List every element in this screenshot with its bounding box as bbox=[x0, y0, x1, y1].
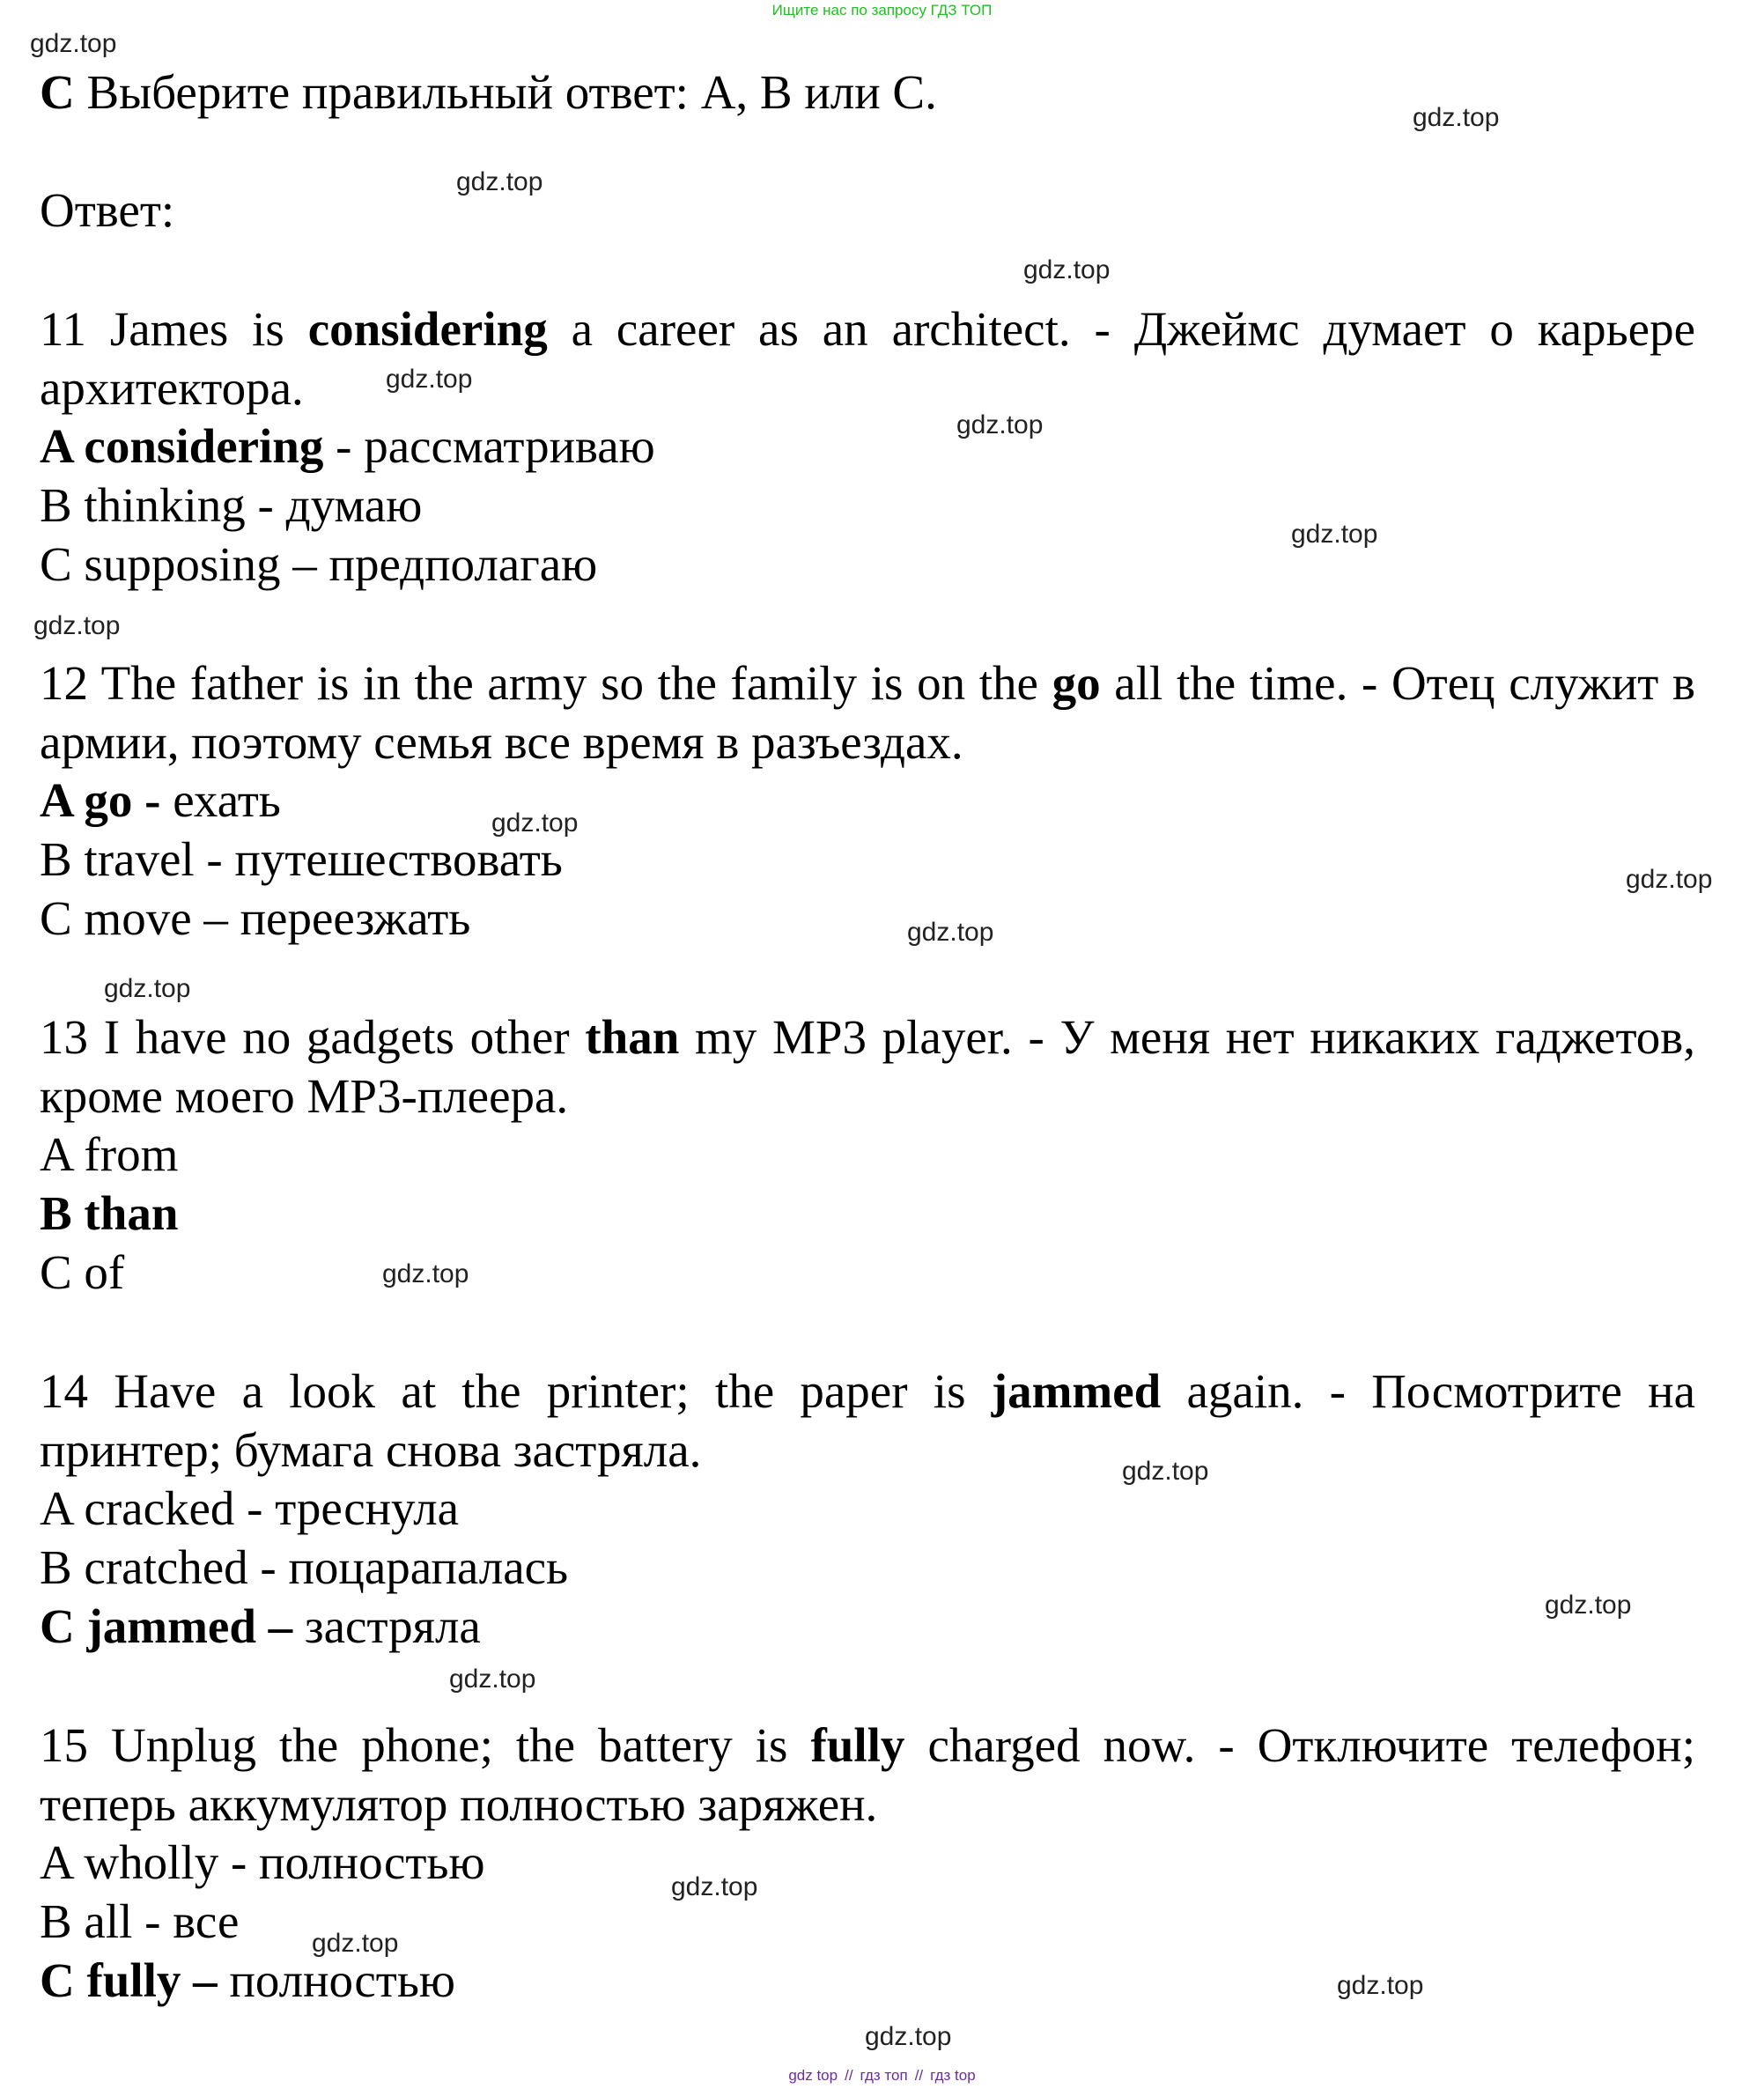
question-15 bbox=[40, 1716, 1695, 1834]
option-b: B travel - путешествовать bbox=[40, 832, 563, 886]
question-text: 11 James is bbox=[40, 302, 308, 356]
watermark: gdz.top bbox=[1337, 1971, 1424, 2000]
watermark: gdz.top bbox=[456, 167, 543, 196]
footer-link[interactable]: gdz top bbox=[788, 2067, 838, 2084]
top-banner: Ищите нас по запросу ГДЗ ТОП bbox=[771, 2, 993, 18]
footer-links bbox=[0, 2067, 1764, 2085]
question-text: charged now. - Отключите телефон; теперь аккумулятор полностью заряжен. bbox=[40, 1718, 1695, 1831]
instruction-text: Выберите правильный ответ: A, B или C. bbox=[74, 65, 937, 119]
watermark: gdz.top bbox=[1626, 865, 1713, 894]
option-c: C of bbox=[40, 1245, 125, 1299]
option-translation: полностью bbox=[217, 1953, 456, 2007]
watermark: gdz.top bbox=[491, 808, 579, 838]
option-b: B all - все bbox=[40, 1894, 240, 1948]
correct-option: C fully – bbox=[40, 1953, 218, 2007]
watermark: gdz.top bbox=[1122, 1457, 1209, 1486]
watermark: gdz.top bbox=[1023, 255, 1111, 284]
option-translation: застряла bbox=[292, 1599, 481, 1653]
watermark: gdz.top bbox=[1545, 1591, 1632, 1620]
option-translation: ехать bbox=[160, 773, 281, 827]
correct-option: A go - bbox=[40, 773, 161, 827]
keyword: jammed bbox=[991, 1364, 1162, 1418]
watermark: gdz.top bbox=[1413, 103, 1500, 132]
keyword: than bbox=[585, 1010, 680, 1064]
correct-option: A considering bbox=[40, 419, 324, 473]
option-a bbox=[40, 771, 281, 830]
option-c bbox=[40, 1598, 481, 1656]
footer-separator: // bbox=[845, 2067, 853, 2084]
keyword: considering bbox=[307, 302, 548, 356]
watermark: gdz.top bbox=[1291, 520, 1378, 549]
watermark: gdz.top bbox=[30, 29, 117, 58]
question-text: all the time. - Отец служит в армии, поэтому семья все время в разъездах. bbox=[40, 656, 1695, 769]
question-14 bbox=[40, 1362, 1695, 1480]
option-c: C move – переезжать bbox=[40, 891, 471, 945]
watermark: gdz.top bbox=[104, 974, 191, 1003]
watermark: gdz.top bbox=[386, 365, 473, 394]
watermark: gdz.top bbox=[449, 1665, 536, 1694]
section-letter: C bbox=[40, 65, 75, 119]
question-text: 12 The father is in the army so the family is on the bbox=[40, 656, 1052, 710]
option-translation: - рассматриваю bbox=[323, 419, 655, 473]
keyword: go bbox=[1052, 656, 1101, 710]
question-13 bbox=[40, 1008, 1695, 1126]
watermark: gdz.top bbox=[907, 918, 994, 947]
question-text: again. - Посмотрите на принтер; бумага снова застряла. bbox=[40, 1364, 1695, 1477]
correct-option: C jammed – bbox=[40, 1599, 293, 1653]
watermark: gdz.top bbox=[865, 2022, 952, 2051]
question-11 bbox=[40, 299, 1695, 417]
watermark: gdz.top bbox=[671, 1872, 758, 1901]
option-c bbox=[40, 1952, 455, 2010]
question-text: 14 Have a look at the printer; the paper is bbox=[40, 1364, 992, 1418]
option-c: C supposing – предполагаю bbox=[40, 537, 598, 591]
option-a: A from bbox=[40, 1127, 179, 1181]
question-text: my MP3 player. - У меня нет никаких гаджетов, кроме моего MP3-плеера. bbox=[40, 1010, 1695, 1123]
watermark: gdz.top bbox=[382, 1259, 469, 1288]
correct-option: B than bbox=[40, 1186, 179, 1240]
footer-separator: // bbox=[914, 2067, 924, 2084]
option-b: B cratched - поцарапалась bbox=[40, 1540, 569, 1594]
question-text: 15 Unplug the phone; the battery is bbox=[40, 1718, 811, 1772]
answer-label: Ответ: bbox=[40, 183, 175, 237]
option-b bbox=[40, 1185, 178, 1243]
instruction-heading bbox=[40, 63, 937, 122]
question-12 bbox=[40, 653, 1695, 771]
question-text: a career as an architect. - Джеймс думает о карьере архитектора. bbox=[40, 302, 1695, 415]
option-b: B thinking - думаю bbox=[40, 478, 423, 532]
question-text: 13 I have no gadgets other bbox=[40, 1010, 586, 1064]
footer-link[interactable]: гдз топ bbox=[860, 2067, 908, 2084]
option-a: A wholly - полностью bbox=[40, 1835, 485, 1889]
footer-link[interactable]: гдз top bbox=[930, 2067, 976, 2084]
watermark: gdz.top bbox=[312, 1929, 399, 1958]
watermark: gdz.top bbox=[956, 410, 1044, 439]
keyword: fully bbox=[810, 1718, 905, 1772]
option-a bbox=[40, 417, 655, 476]
watermark: gdz.top bbox=[33, 611, 121, 640]
option-a: A cracked - треснула bbox=[40, 1481, 459, 1535]
